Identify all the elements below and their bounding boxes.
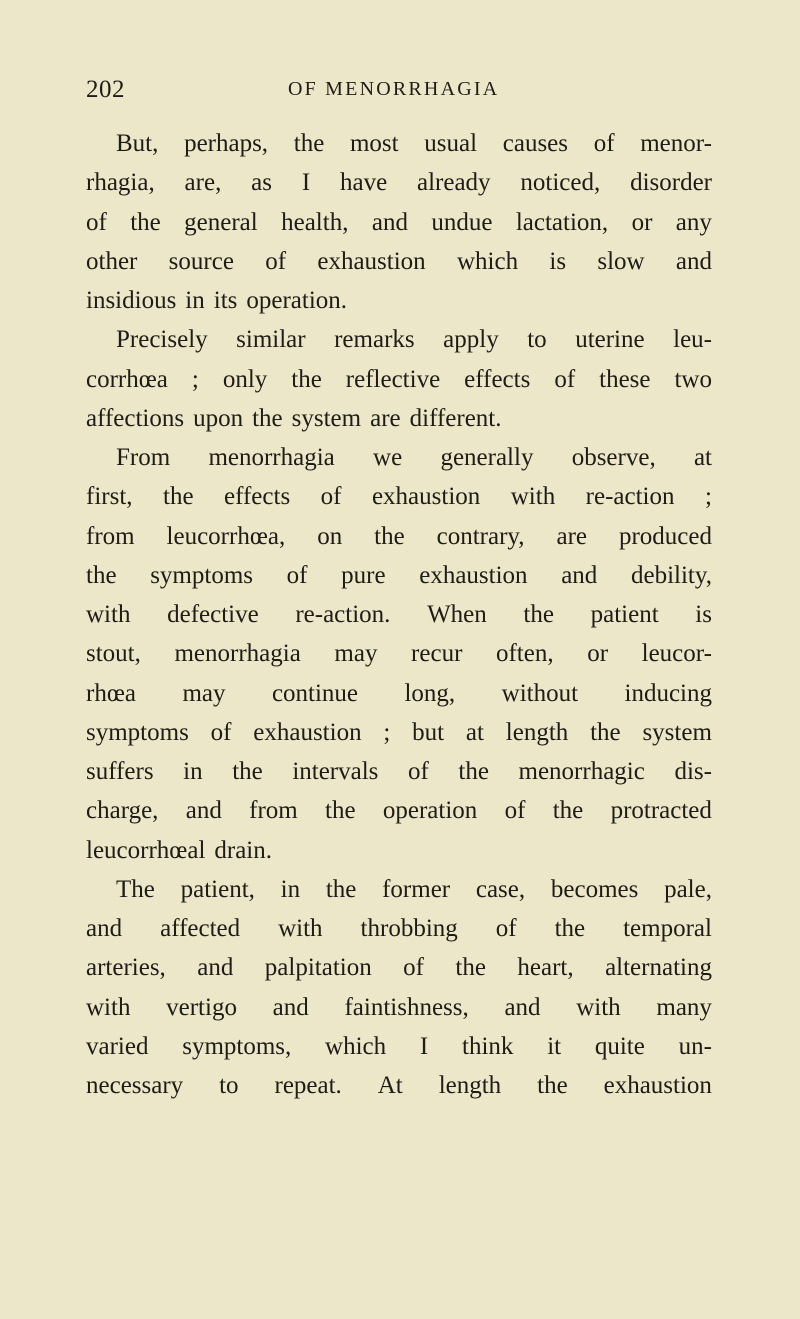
text-line — [86, 320, 712, 359]
word: re-action. — [295, 601, 391, 628]
text-line — [86, 791, 712, 830]
word: heart, — [517, 954, 574, 982]
word: operation — [382, 797, 478, 825]
word: exhaustion — [419, 561, 528, 589]
body-text — [86, 124, 712, 1105]
word: alternating — [605, 954, 712, 982]
word: of — [320, 483, 342, 511]
word: exhaustion — [253, 718, 362, 746]
word: rhœa — [86, 679, 136, 707]
word: upon — [193, 404, 244, 432]
word: charge, — [86, 797, 159, 825]
word: necessary — [86, 1072, 184, 1099]
text-line — [86, 399, 712, 438]
word: the — [537, 1072, 568, 1099]
text-line — [86, 948, 712, 987]
word: these — [599, 365, 651, 393]
word: remarks — [334, 326, 415, 354]
word: of — [210, 718, 232, 746]
word: menorrhagia — [208, 444, 335, 471]
word: corrhœa — [86, 365, 168, 393]
word: usual — [424, 130, 478, 157]
word: of — [403, 954, 424, 982]
word: affections — [86, 404, 185, 432]
word: patient, — [180, 875, 255, 903]
word: pale, — [664, 875, 712, 903]
word: often, — [495, 640, 554, 668]
word: source — [168, 247, 234, 275]
word: insidious — [86, 287, 177, 314]
word: the — [291, 365, 322, 393]
word: to — [219, 1072, 239, 1099]
word: and — [675, 247, 712, 275]
word: general — [184, 208, 258, 236]
word: of — [554, 365, 576, 393]
word: reflective — [345, 365, 441, 393]
word: rhagia, — [86, 169, 155, 197]
word: re-action — [585, 483, 675, 511]
word: palpitation — [264, 954, 372, 982]
word: exhaustion — [603, 1072, 712, 1099]
word: and — [86, 915, 123, 942]
word: with — [510, 483, 556, 511]
word: of — [86, 208, 107, 236]
word: menor- — [640, 130, 712, 157]
word: Precisely — [116, 326, 208, 354]
word: temporal — [623, 915, 712, 942]
word: at — [693, 444, 712, 471]
word: only — [222, 365, 268, 393]
word: its — [213, 287, 238, 314]
word: apply — [443, 326, 499, 354]
word: case, — [475, 875, 526, 903]
word: other — [86, 247, 138, 275]
word: pure — [341, 561, 386, 589]
word: the — [458, 758, 489, 785]
word: and — [371, 208, 408, 236]
word: dis- — [674, 758, 712, 785]
word: of — [265, 247, 287, 275]
word: becomes — [550, 875, 639, 903]
word: vertigo — [166, 993, 237, 1021]
word: continue — [271, 679, 359, 707]
word: length — [438, 1072, 502, 1099]
word: the — [325, 875, 357, 903]
word: ; — [191, 365, 199, 393]
word: causes — [502, 130, 569, 157]
word: drain. — [214, 836, 273, 864]
word: throbbing — [360, 915, 458, 942]
word: patient — [590, 601, 659, 628]
word: and — [272, 993, 309, 1021]
word: un- — [678, 1032, 712, 1060]
word: may — [334, 640, 378, 668]
word: and — [504, 993, 541, 1021]
word: the — [590, 718, 621, 746]
word: from — [86, 522, 135, 550]
word: any — [675, 208, 712, 236]
word: length — [505, 718, 569, 746]
word: different. — [409, 404, 502, 432]
word: and — [185, 797, 222, 825]
text-line — [86, 360, 712, 399]
word: with — [86, 993, 131, 1021]
word: the — [293, 130, 325, 157]
word: but — [412, 718, 445, 746]
word: and — [561, 561, 598, 589]
word: have — [339, 169, 388, 197]
word: disorder — [630, 169, 712, 197]
word: ; — [704, 483, 712, 511]
word: with — [278, 915, 323, 942]
text-line — [86, 124, 712, 163]
word: system — [291, 404, 362, 432]
word: of — [504, 797, 526, 825]
word: two — [674, 365, 712, 393]
word: ; — [383, 718, 391, 746]
word: The — [116, 875, 155, 903]
page-number: 202 — [86, 76, 125, 103]
word: and — [197, 954, 234, 982]
text-line — [86, 242, 712, 281]
word: When — [427, 601, 487, 628]
word: But, — [116, 130, 159, 157]
text-line — [86, 831, 712, 870]
word: of — [495, 915, 517, 942]
word: I — [301, 169, 311, 197]
word: to — [527, 326, 547, 354]
text-line — [86, 1066, 712, 1105]
word: symptoms — [150, 561, 253, 589]
word: on — [317, 522, 343, 550]
word: exhaustion — [317, 247, 426, 275]
word: the — [163, 483, 194, 511]
word: from — [249, 797, 298, 825]
word: uterine — [575, 326, 645, 354]
word: or — [587, 640, 609, 668]
text-line — [86, 517, 712, 556]
word: many — [656, 993, 712, 1021]
word: exhaustion — [371, 483, 481, 511]
word: in — [183, 758, 203, 785]
word: the — [252, 404, 283, 432]
text-line — [86, 634, 712, 673]
word: contrary, — [436, 522, 525, 550]
text-line — [86, 909, 712, 948]
word: inducing — [624, 679, 712, 707]
word: perhaps, — [184, 130, 269, 157]
word: are — [556, 522, 587, 550]
word: similar — [236, 326, 306, 354]
word: former — [382, 875, 451, 903]
text-line — [86, 477, 712, 516]
word: symptoms, — [182, 1032, 292, 1060]
word: lactation, — [515, 208, 609, 236]
word: arteries, — [86, 954, 166, 982]
text-line — [86, 752, 712, 791]
word: may — [182, 679, 226, 707]
word: first, — [86, 483, 133, 511]
text-line — [86, 203, 712, 242]
word: quite — [594, 1032, 645, 1060]
word: debility, — [630, 561, 712, 589]
word: effects — [224, 483, 291, 511]
word: most — [349, 130, 399, 157]
word: stout, — [86, 640, 141, 668]
word: slow — [597, 247, 645, 275]
text-line — [86, 281, 712, 320]
text-line — [86, 595, 712, 634]
word: with — [576, 993, 621, 1021]
word: in — [280, 875, 301, 903]
word: the — [232, 758, 263, 785]
word: of — [407, 758, 429, 785]
word: leucorrhœal — [86, 836, 206, 864]
word: leucorrhœa, — [166, 522, 286, 550]
word: already — [417, 169, 491, 197]
word: the — [523, 601, 554, 628]
word: I — [419, 1032, 429, 1060]
word: are — [370, 404, 401, 432]
running-head — [86, 62, 712, 102]
word: health, — [281, 208, 349, 236]
word: the — [374, 522, 405, 550]
text-line — [86, 1027, 712, 1066]
word: the — [86, 561, 117, 589]
word: faintishness, — [344, 993, 469, 1021]
word: produced — [618, 522, 712, 550]
word: leucor- — [641, 640, 712, 668]
word: the — [554, 915, 586, 942]
word: menorrhagia — [174, 640, 301, 668]
word: observe, — [571, 444, 656, 471]
text-line — [86, 713, 712, 752]
word: protracted — [610, 797, 712, 825]
word: intervals — [292, 758, 379, 785]
word: suffers — [86, 758, 154, 785]
word: of — [286, 561, 308, 589]
word: the — [325, 797, 356, 825]
word: are, — [184, 169, 222, 197]
word: as — [251, 169, 272, 197]
word: recur — [411, 640, 463, 668]
word: the — [130, 208, 161, 236]
word: defective — [167, 601, 259, 628]
text-line — [86, 438, 712, 477]
word: in — [185, 287, 205, 314]
word: repeat. — [274, 1072, 342, 1099]
running-title: OF MENORRHAGIA — [288, 78, 500, 100]
word: think — [462, 1032, 514, 1060]
text-line — [86, 556, 712, 595]
word: which — [325, 1032, 387, 1060]
word: without — [501, 679, 579, 707]
word: is — [695, 601, 712, 628]
text-line — [86, 870, 712, 909]
word: system — [642, 718, 712, 746]
text-line — [86, 674, 712, 713]
word: which — [456, 247, 519, 275]
word: affected — [160, 915, 241, 942]
word: at — [465, 718, 484, 746]
word: generally — [440, 444, 534, 471]
word: effects — [464, 365, 531, 393]
word: noticed, — [520, 169, 601, 197]
word: From — [116, 444, 171, 471]
word: symptoms — [86, 718, 189, 746]
word: varied — [86, 1032, 149, 1060]
word: with — [86, 601, 131, 628]
word: of — [593, 130, 615, 157]
word: undue — [431, 208, 493, 236]
word: menorrhagic — [518, 758, 645, 785]
word: we — [373, 444, 403, 471]
word: or — [631, 208, 653, 236]
text-line — [86, 988, 712, 1027]
word: the — [455, 954, 486, 982]
text-line — [86, 163, 712, 202]
word: it — [547, 1032, 562, 1060]
word: long, — [404, 679, 456, 707]
word: is — [549, 247, 567, 275]
word: leu- — [673, 326, 712, 354]
word: At — [377, 1072, 403, 1099]
word: the — [552, 797, 584, 825]
word: operation. — [246, 287, 348, 314]
